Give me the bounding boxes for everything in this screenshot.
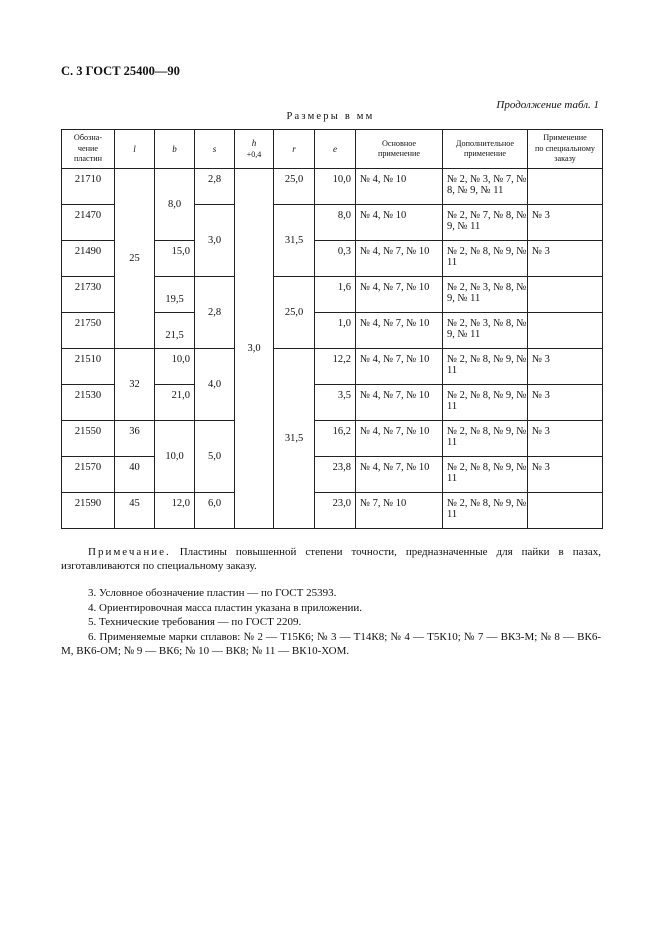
cell-e: 3,5 bbox=[315, 385, 356, 421]
col-l-header: l bbox=[115, 130, 155, 169]
cell-special: № 3 bbox=[528, 421, 603, 457]
cell-main: № 4, № 7, № 10 bbox=[356, 349, 443, 385]
cell-designation: 21470 bbox=[62, 205, 115, 241]
cell-l: 36 bbox=[115, 421, 155, 457]
cell-h: 3,0 bbox=[235, 169, 274, 529]
table-header-row bbox=[62, 130, 603, 169]
col-r-header: r bbox=[274, 130, 315, 169]
cell-b: 21,5 bbox=[155, 313, 195, 349]
cell-special: № 3 bbox=[528, 457, 603, 493]
cell-special: № 3 bbox=[528, 205, 603, 241]
table-row bbox=[62, 421, 603, 457]
cell-e: 1,0 bbox=[315, 313, 356, 349]
cell-main: № 4, № 10 bbox=[356, 169, 443, 205]
cell-l: 40 bbox=[115, 457, 155, 493]
cell-e: 23,0 bbox=[315, 493, 356, 529]
cell-extra: № 2, № 3, № 8, № 9, № 11 bbox=[443, 313, 528, 349]
page-header: С. 3 ГОСТ 25400—90 bbox=[61, 64, 180, 78]
note-text: Пластины повышенной степени точности, предназначенные для пайки в пазах, изготавливаются по специальному заказу. bbox=[61, 546, 601, 572]
cell-extra: № 2, № 8, № 9, № 11 bbox=[443, 457, 528, 493]
cell-extra: № 2, № 3, № 7, № 8, № 9, № 11 bbox=[443, 169, 528, 205]
col-extra-header: Дополнительное применение bbox=[443, 130, 528, 169]
cell-main: № 4, № 7, № 10 bbox=[356, 277, 443, 313]
col-designation-header: Обозна- чение пластин bbox=[62, 130, 115, 169]
cell-r: 31,5 bbox=[274, 205, 315, 277]
cell-b: 21,0 bbox=[155, 385, 195, 421]
cell-special bbox=[528, 169, 603, 205]
cell-e: 0,3 bbox=[315, 241, 356, 277]
cell-r: 25,0 bbox=[274, 169, 315, 205]
cell-s: 5,0 bbox=[195, 421, 235, 493]
cell-extra: № 2, № 8, № 9, № 11 bbox=[443, 493, 528, 529]
col-b-header: b bbox=[155, 130, 195, 169]
cell-special: № 3 bbox=[528, 241, 603, 277]
cell-designation: 21510 bbox=[62, 349, 115, 385]
note-label: Примечание. bbox=[88, 546, 171, 558]
table-note bbox=[61, 545, 601, 573]
cell-designation: 21590 bbox=[62, 493, 115, 529]
cell-designation: 21750 bbox=[62, 313, 115, 349]
cell-extra: № 2, № 8, № 9, № 11 bbox=[443, 349, 528, 385]
cell-e: 23,8 bbox=[315, 457, 356, 493]
cell-s: 6,0 bbox=[195, 493, 235, 529]
cell-e: 10,0 bbox=[315, 169, 356, 205]
cell-e: 16,2 bbox=[315, 421, 356, 457]
cell-b: 10,0 bbox=[155, 349, 195, 385]
cell-designation: 21730 bbox=[62, 277, 115, 313]
cell-l: 45 bbox=[115, 493, 155, 529]
cell-main: № 7, № 10 bbox=[356, 493, 443, 529]
cell-s: 3,0 bbox=[195, 205, 235, 277]
cell-b: 12,0 bbox=[155, 493, 195, 529]
points-list bbox=[61, 586, 601, 659]
cell-e: 12,2 bbox=[315, 349, 356, 385]
point-item: 4. Ориентировочная масса пластин указана в приложении. bbox=[88, 601, 362, 614]
cell-r: 25,0 bbox=[274, 277, 315, 349]
cell-main: № 4, № 7, № 10 bbox=[356, 385, 443, 421]
cell-special: № 3 bbox=[528, 385, 603, 421]
cell-l: 25 bbox=[115, 169, 155, 349]
plates-table bbox=[61, 129, 603, 529]
cell-special bbox=[528, 493, 603, 529]
cell-designation: 21570 bbox=[62, 457, 115, 493]
cell-e: 1,6 bbox=[315, 277, 356, 313]
point-item: 6. Применяемые марки сплавов: № 2 — Т15К6; № 3 — Т14К8; № 4 — Т5К10; № 7 — ВК3-М; № 8 — ВК6-М, ВК6-ОМ; № 9 — ВК6; № 10 — ВК8; № 11 — ВК10-ХОМ. bbox=[61, 630, 601, 657]
cell-main: № 4, № 7, № 10 bbox=[356, 241, 443, 277]
cell-r: 31,5 bbox=[274, 349, 315, 529]
table-continuation-caption: Продолжение табл. 1 bbox=[496, 99, 599, 111]
cell-designation: 21550 bbox=[62, 421, 115, 457]
col-e-header: e bbox=[315, 130, 356, 169]
cell-main: № 4, № 10 bbox=[356, 205, 443, 241]
cell-special: № 3 bbox=[528, 349, 603, 385]
col-s-header: s bbox=[195, 130, 235, 169]
cell-special bbox=[528, 313, 603, 349]
cell-s: 4,0 bbox=[195, 349, 235, 421]
cell-main: № 4, № 7, № 10 bbox=[356, 313, 443, 349]
cell-main: № 4, № 7, № 10 bbox=[356, 457, 443, 493]
table-row bbox=[62, 169, 603, 205]
cell-s: 2,8 bbox=[195, 277, 235, 349]
col-special-header: Применение по специальному заказу bbox=[528, 130, 603, 169]
sizes-label: Размеры в мм bbox=[286, 111, 375, 122]
cell-special bbox=[528, 277, 603, 313]
cell-s: 2,8 bbox=[195, 169, 235, 205]
cell-extra: № 2, № 8, № 9, № 11 bbox=[443, 421, 528, 457]
point-item: 3. Условное обозначение пластин — по ГОСТ 25393. bbox=[88, 587, 337, 599]
cell-b: 8,0 bbox=[155, 169, 195, 241]
cell-main: № 4, № 7, № 10 bbox=[356, 421, 443, 457]
table-row bbox=[62, 493, 603, 529]
cell-designation: 21530 bbox=[62, 385, 115, 421]
table-row bbox=[62, 349, 603, 385]
cell-b: 10,0 bbox=[155, 421, 195, 493]
cell-designation: 21490 bbox=[62, 241, 115, 277]
cell-extra: № 2, № 8, № 9, № 11 bbox=[443, 385, 528, 421]
cell-extra: № 2, № 7, № 8, № 9, № 11 bbox=[443, 205, 528, 241]
cell-b: 19,5 bbox=[155, 277, 195, 313]
cell-l: 32 bbox=[115, 349, 155, 421]
col-main-header: Основное применение bbox=[356, 130, 443, 169]
col-h-header: h +0,4 bbox=[235, 130, 274, 169]
cell-e: 8,0 bbox=[315, 205, 356, 241]
cell-b: 15,0 bbox=[155, 241, 195, 277]
cell-designation: 21710 bbox=[62, 169, 115, 205]
point-item: 5. Технические требования — по ГОСТ 2209. bbox=[88, 616, 302, 628]
cell-extra: № 2, № 3, № 8, № 9, № 11 bbox=[443, 277, 528, 313]
cell-extra: № 2, № 8, № 9, № 11 bbox=[443, 241, 528, 277]
table-row bbox=[62, 457, 603, 493]
